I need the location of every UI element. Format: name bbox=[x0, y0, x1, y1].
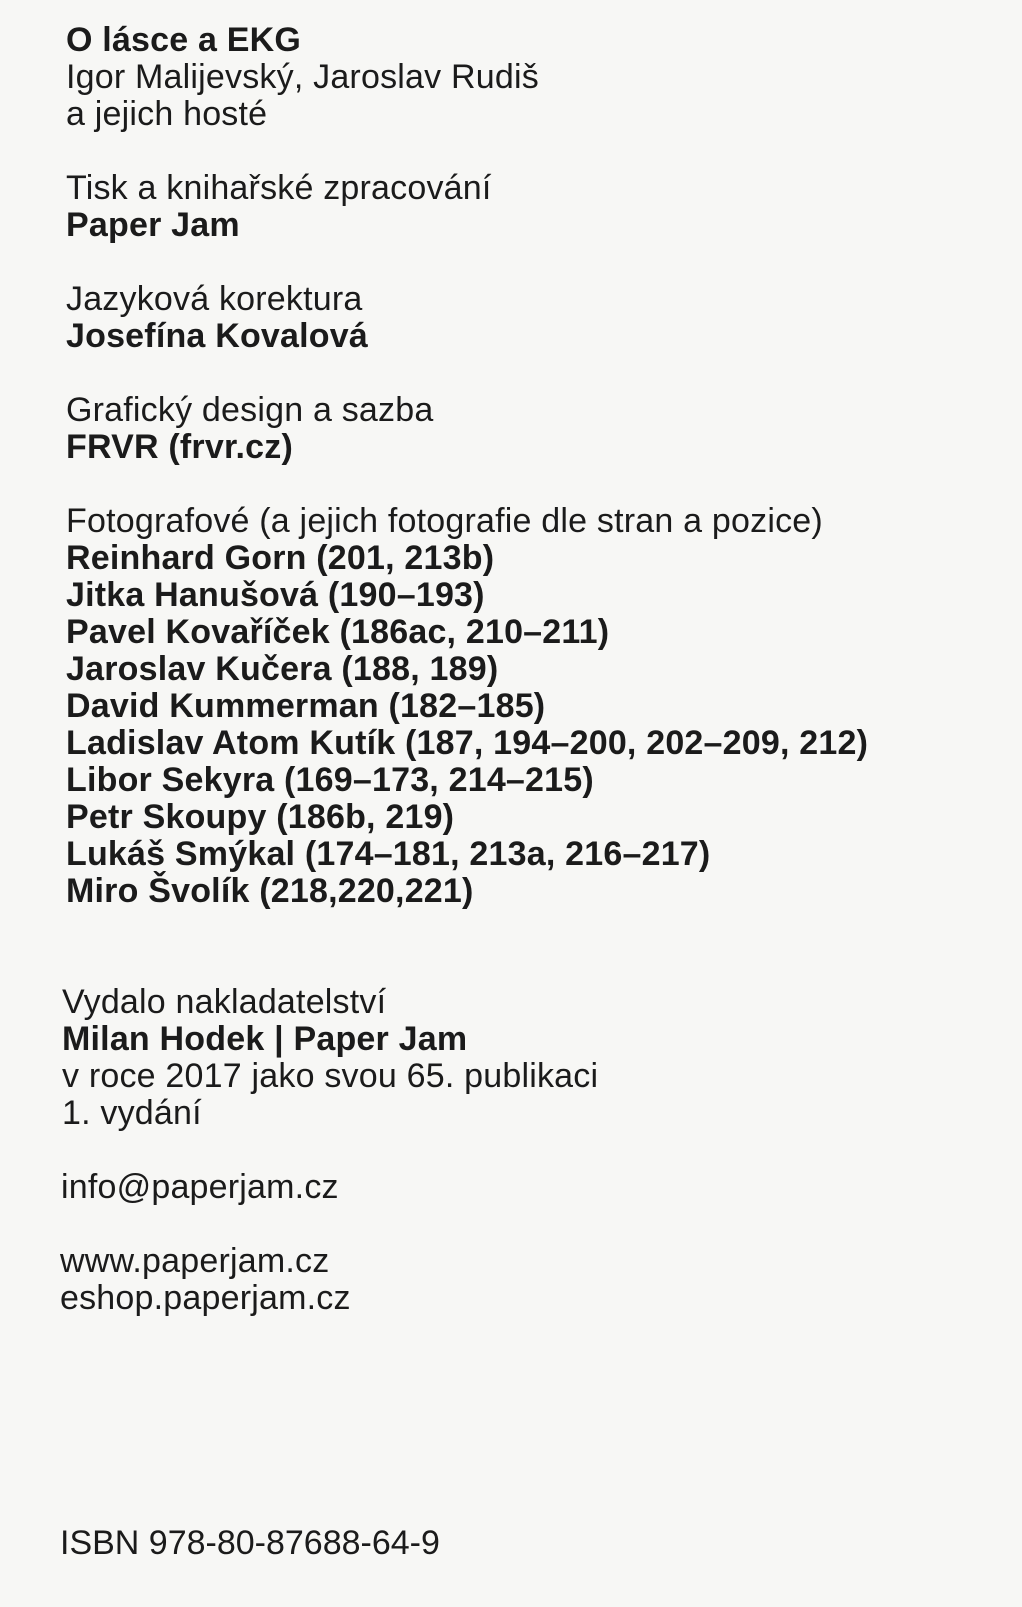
photographer-item: Reinhard Gorn (201, 213b) bbox=[66, 539, 495, 577]
book-title: O lásce a EKG bbox=[66, 21, 302, 59]
eshop-link: eshop.paperjam.cz bbox=[60, 1279, 351, 1317]
photographer-item: Libor Sekyra (169–173, 214–215) bbox=[66, 761, 594, 799]
publisher-name: Milan Hodek | Paper Jam bbox=[62, 1020, 468, 1058]
photographer-item: Jaroslav Kučera (188, 189) bbox=[66, 650, 499, 688]
publisher-block bbox=[62, 984, 996, 1132]
design-block bbox=[66, 392, 996, 466]
proofreading-block bbox=[66, 281, 996, 355]
contact-email: info@paperjam.cz bbox=[61, 1168, 339, 1206]
photographer-item: David Kummerman (182–185) bbox=[66, 687, 546, 725]
isbn-line: ISBN 978-80-87688-64-9 bbox=[60, 1524, 440, 1562]
photographers-block bbox=[66, 503, 996, 910]
book-authors-continued: a jejich hosté bbox=[66, 95, 268, 133]
print-value: Paper Jam bbox=[66, 206, 240, 244]
photographer-item: Pavel Kovaříček (186ac, 210–211) bbox=[66, 613, 610, 651]
design-label: Grafický design a sazba bbox=[66, 391, 434, 429]
photographers-label: Fotografové (a jejich fotografie dle stran a pozice) bbox=[66, 502, 823, 540]
photographer-item: Jitka Hanušová (190–193) bbox=[66, 576, 485, 614]
edition-line: 1. vydání bbox=[62, 1094, 202, 1132]
title-block bbox=[66, 22, 996, 133]
print-label: Tisk a knihařské zpracování bbox=[66, 169, 492, 207]
website-link: www.paperjam.cz bbox=[60, 1242, 330, 1280]
colophon-content bbox=[60, 21, 996, 1354]
photographer-item: Petr Skoupy (186b, 219) bbox=[66, 798, 455, 836]
photographer-item: Lukáš Smýkal (174–181, 213a, 216–217) bbox=[66, 835, 711, 873]
design-value: FRVR (frvr.cz) bbox=[66, 428, 294, 466]
photographer-item: Miro Švolík (218,220,221) bbox=[66, 872, 474, 910]
web-block bbox=[60, 1243, 996, 1317]
proofreading-label: Jazyková korektura bbox=[66, 280, 363, 318]
print-block bbox=[66, 170, 996, 244]
proofreading-value: Josefína Kovalová bbox=[66, 317, 368, 355]
contact-block bbox=[61, 1169, 996, 1206]
book-authors: Igor Malijevský, Jaroslav Rudiš bbox=[66, 58, 539, 96]
publisher-label: Vydalo nakladatelství bbox=[62, 983, 387, 1021]
photographer-item: Ladislav Atom Kutík (187, 194–200, 202–209, 212) bbox=[66, 724, 869, 762]
publication-year-line: v roce 2017 jako svou 65. publikaci bbox=[62, 1057, 599, 1095]
